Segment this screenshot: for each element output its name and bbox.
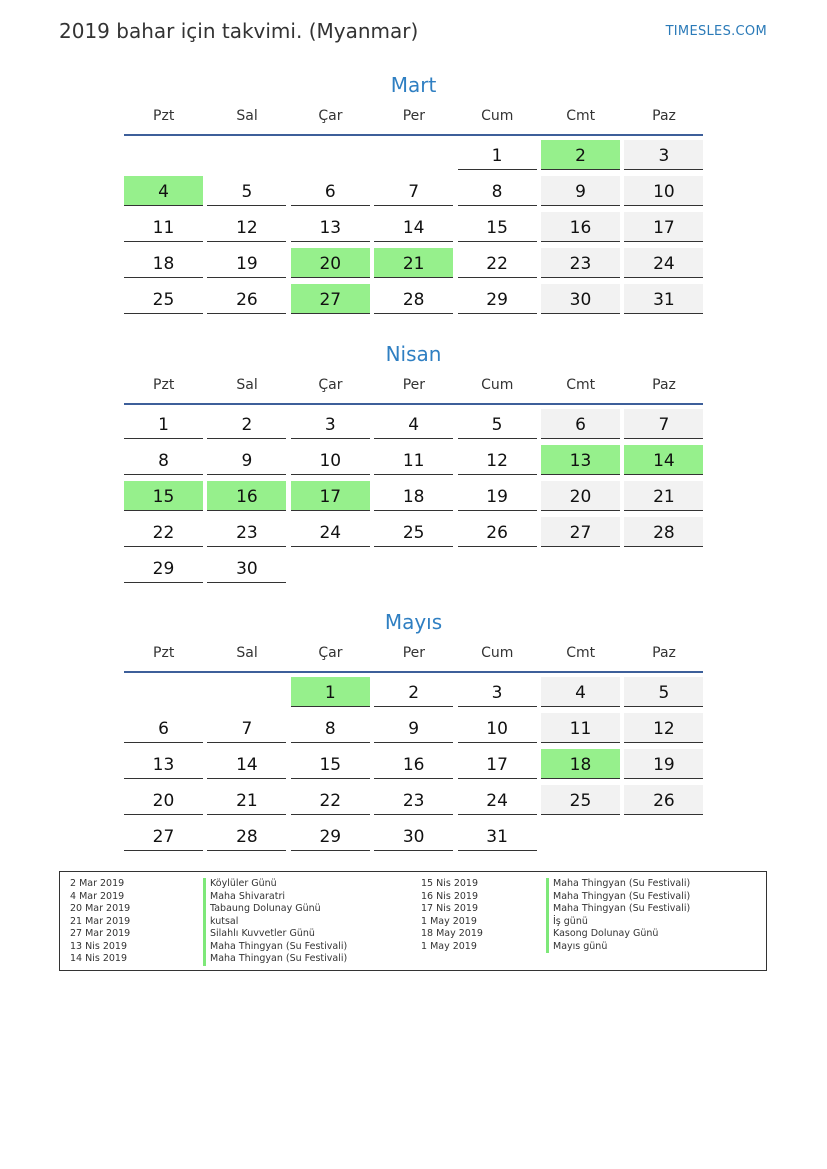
day-cell: 24 [624,248,703,278]
day-cell: 29 [458,284,537,314]
weekday-label: Paz [652,108,676,124]
day-cell: 18 [374,481,453,511]
legend-holiday-name: Maha Thingyan (Su Festivali) [546,903,690,916]
day-cell: 13 [124,749,203,779]
holiday-day-cell: 13 [541,445,620,475]
day-cell: 12 [624,713,703,743]
holiday-day-cell: 20 [291,248,370,278]
brand-link[interactable]: TIMESLES.COM [665,24,767,39]
day-cell: 1 [124,409,203,439]
day-cell: 22 [124,517,203,547]
day-cell: 7 [207,713,286,743]
legend-date: 27 Mar 2019 [70,928,131,939]
day-cell: 31 [624,284,703,314]
day-cell: 22 [291,785,370,815]
holiday-day-cell: 15 [124,481,203,511]
day-cell: 28 [374,284,453,314]
legend-holiday-name: Maha Shivaratri [203,891,347,904]
day-cell: 23 [207,517,286,547]
month-block [124,607,703,857]
legend-holiday-name: Tabaung Dolunay Günü [203,903,347,916]
holiday-day-cell: 14 [624,445,703,475]
weekday-label: Per [402,377,426,393]
weekday-label: Pzt [153,377,175,393]
day-cell: 28 [207,821,286,851]
legend-holiday-name: İş günü [546,916,690,929]
day-cell: 6 [541,409,620,439]
weekday-label: Pzt [153,645,175,661]
day-cell: 5 [458,409,537,439]
day-cell: 11 [374,445,453,475]
holiday-day-cell: 21 [374,248,453,278]
holiday-day-cell: 4 [124,176,203,206]
day-cell: 4 [541,677,620,707]
legend-date: 1 May 2019 [421,940,477,952]
day-cell: 29 [124,553,203,583]
day-cell: 14 [374,212,453,242]
weekday-label: Sal [236,377,258,393]
legend-holiday-name: Maha Thingyan (Su Festivali) [546,891,690,904]
day-cell: 25 [124,284,203,314]
weekday-label: Cmt [566,377,596,393]
weekday-label: Per [402,645,426,661]
legend-date: 20 Mar 2019 [70,903,131,914]
holiday-day-cell: 27 [291,284,370,314]
day-cell: 9 [207,445,286,475]
weekday-label: Cum [481,645,514,661]
day-cell: 12 [207,212,286,242]
day-cell: 10 [291,445,370,475]
holiday-day-cell: 17 [291,481,370,511]
legend-date: 14 Nis 2019 [70,953,127,964]
legend-date: 1 May 2019 [421,915,477,927]
legend-holiday-name: Silahlı Kuvvetler Günü [203,928,347,941]
day-cell: 24 [291,517,370,547]
month-title: Mart [390,73,437,97]
holiday-day-cell: 16 [207,481,286,511]
weekday-label: Paz [652,377,676,393]
legend-date: 15 Nis 2019 [421,878,478,889]
day-cell: 8 [124,445,203,475]
page-title: 2019 bahar için takvimi. (Myanmar) [59,19,419,43]
day-cell: 17 [458,749,537,779]
legend-date: 4 Mar 2019 [70,890,125,902]
day-cell: 5 [624,677,703,707]
day-cell: 26 [458,517,537,547]
day-cell: 19 [207,248,286,278]
day-cell: 27 [124,821,203,851]
day-cell: 5 [207,176,286,206]
day-cell: 11 [124,212,203,242]
day-cell: 15 [291,749,370,779]
month-title: Mayıs [384,610,443,634]
day-grid [124,409,703,589]
day-cell: 25 [541,785,620,815]
day-cell: 20 [541,481,620,511]
weekday-label: Çar [318,377,343,393]
weekday-label: Cmt [566,108,596,124]
day-cell: 13 [291,212,370,242]
holiday-legend [59,871,767,971]
legend-holiday-name: kutsal [203,916,347,929]
holiday-day-cell: 2 [541,140,620,170]
legend-holiday-name: Köylüler Günü [203,878,347,891]
month-block [124,339,703,589]
day-cell: 15 [458,212,537,242]
weekday-header [124,641,703,673]
day-cell: 7 [624,409,703,439]
day-cell: 25 [374,517,453,547]
day-cell: 12 [458,445,537,475]
weekday-label: Cmt [566,645,596,661]
day-cell: 20 [124,785,203,815]
day-grid [124,140,703,320]
legend-date: 18 May 2019 [421,928,483,939]
month-block [124,70,703,320]
day-cell: 6 [124,713,203,743]
day-cell: 10 [458,713,537,743]
legend-date: 2 Mar 2019 [70,878,125,889]
day-cell: 18 [124,248,203,278]
legend-holiday-name: Maha Thingyan (Su Festivali) [203,953,347,966]
day-cell: 9 [374,713,453,743]
day-cell: 30 [374,821,453,851]
legend-left-names [203,878,347,966]
day-cell: 8 [291,713,370,743]
holiday-day-cell: 1 [291,677,370,707]
weekday-header [124,373,703,405]
weekday-label: Çar [318,645,343,661]
legend-holiday-name: Maha Thingyan (Su Festivali) [203,941,347,954]
weekday-label: Sal [236,108,258,124]
day-cell: 2 [374,677,453,707]
weekday-label: Çar [318,108,343,124]
holiday-day-cell: 18 [541,749,620,779]
day-cell: 9 [541,176,620,206]
weekday-label: Per [402,108,426,124]
legend-holiday-name: Kasong Dolunay Günü [546,928,690,941]
day-cell: 16 [374,749,453,779]
weekday-label: Paz [652,645,676,661]
weekday-label: Pzt [153,108,175,124]
day-cell: 21 [207,785,286,815]
day-cell: 30 [541,284,620,314]
day-cell: 17 [624,212,703,242]
day-cell: 14 [207,749,286,779]
day-cell: 1 [458,140,537,170]
legend-holiday-name: Mayıs günü [546,941,690,954]
day-cell: 26 [207,284,286,314]
legend-left-dates [70,878,130,966]
day-cell: 19 [624,749,703,779]
day-cell: 3 [624,140,703,170]
day-cell: 23 [541,248,620,278]
legend-date: 21 Mar 2019 [70,915,131,927]
day-cell: 28 [624,517,703,547]
legend-date: 17 Nis 2019 [421,903,478,914]
day-cell: 29 [291,821,370,851]
weekday-label: Cum [481,108,514,124]
day-cell: 31 [458,821,537,851]
day-cell: 2 [207,409,286,439]
legend-date: 16 Nis 2019 [421,890,478,902]
day-cell: 21 [624,481,703,511]
day-cell: 3 [291,409,370,439]
weekday-label: Sal [236,645,258,661]
day-cell: 3 [458,677,537,707]
day-cell: 4 [374,409,453,439]
day-cell: 30 [207,553,286,583]
day-cell: 11 [541,713,620,743]
day-cell: 10 [624,176,703,206]
day-cell: 8 [458,176,537,206]
day-cell: 24 [458,785,537,815]
day-cell: 19 [458,481,537,511]
day-cell: 16 [541,212,620,242]
legend-date: 13 Nis 2019 [70,940,127,952]
day-cell: 23 [374,785,453,815]
day-grid [124,677,703,857]
legend-holiday-name: Maha Thingyan (Su Festivali) [546,878,690,891]
day-cell: 6 [291,176,370,206]
day-cell: 27 [541,517,620,547]
legend-right-dates [421,878,483,953]
month-title: Nisan [385,342,442,366]
day-cell: 22 [458,248,537,278]
weekday-label: Cum [481,377,514,393]
legend-right-names [546,878,690,953]
day-cell: 7 [374,176,453,206]
day-cell: 26 [624,785,703,815]
weekday-header [124,104,703,136]
